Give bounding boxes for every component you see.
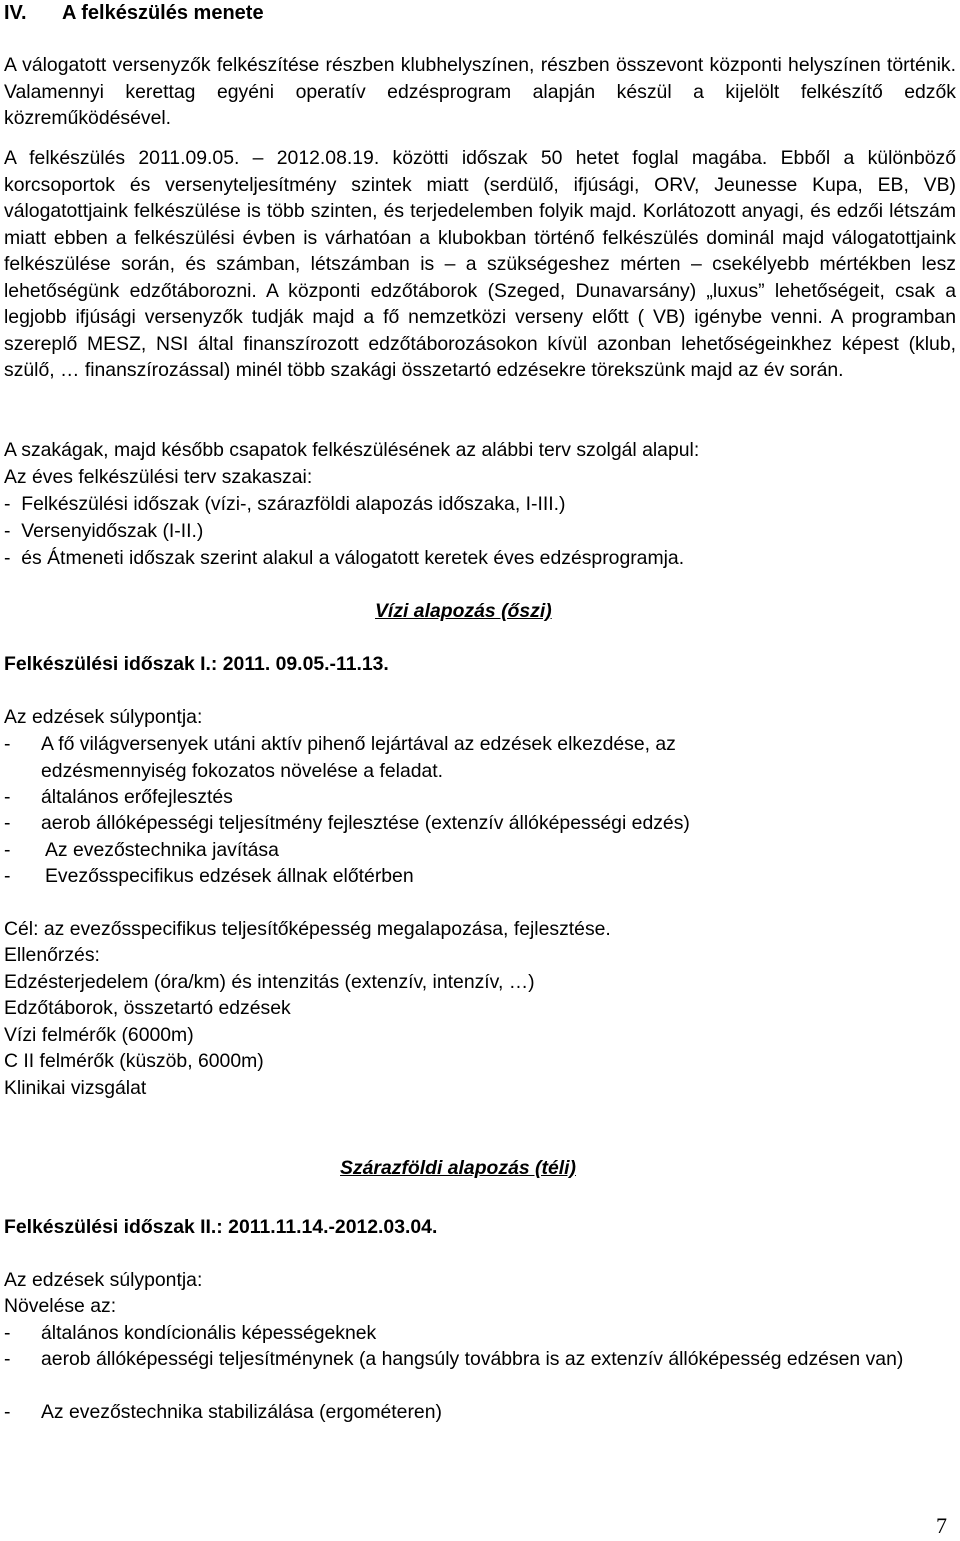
- section2-period: Felkészülési időszak II.: 2011.11.14.-2012.03.04.: [4, 1216, 438, 1238]
- section1-subtitle: Vízi alapozás (őszi): [375, 600, 552, 622]
- section1-item: - Evezősspecifikus edzések állnak előtérben: [4, 865, 414, 887]
- section2-item: - általános kondícionális képességeknek: [4, 1322, 377, 1344]
- check-item: Klinikai vizsgálat: [4, 1077, 147, 1099]
- section2-item: - Az evezőstechnika stabilizálása (ergométeren): [4, 1401, 442, 1423]
- intro-paragraph: A válogatott versenyzők felkészítése részben klubhelyszínen, részben összevont központi helyszínen történik. Valamennyi kerettag egyéni operatív edzésprogram alapján készül a kijelölt felkészítő edzők közreműködésével.: [4, 54, 956, 129]
- section2-item: - aerob állóképességi teljesítménynek (a hangsúly továbbra is az extenzív állóképesség edzésen van): [4, 1348, 904, 1370]
- section1-goal: Cél: az evezősspecifikus teljesítőképesség megalapozása, fejlesztése.: [4, 918, 611, 940]
- check-item: Edzésterjedelem (óra/km) és intenzitás (extenzív, intenzív, …): [4, 971, 535, 993]
- plan-intro: A szakágak, majd később csapatok felkészülésének az alábbi terv szolgál alapul:: [4, 439, 700, 461]
- dash: -: [4, 520, 11, 542]
- phase-item: - és Átmeneti időszak szerint alakul a válogatott keretek éves edzésprogramja.: [4, 547, 685, 569]
- section2-focus-label: Az edzések súlypontja:: [4, 1269, 203, 1291]
- section2-increase-label: Növelése az:: [4, 1295, 117, 1317]
- dash: -: [4, 493, 11, 515]
- check-item: C II felmérők (küszöb, 6000m): [4, 1050, 264, 1072]
- section1-period: Felkészülési időszak I.: 2011. 09.05.-11.13.: [4, 653, 389, 675]
- section1-item: - aerob állóképességi teljesítmény fejlesztése (extenzív állóképességi edzés): [4, 812, 690, 834]
- section-title: A felkészülés menete: [62, 2, 264, 24]
- section2-subtitle: Szárazföldi alapozás (téli): [340, 1157, 576, 1179]
- section1-item: - A fő világversenyek utáni aktív pihenő lejártával az edzések elkezdése, az edzésmennyiség fokozatos növelése a feladat.: [4, 733, 676, 782]
- section1-item: - Az evezőstechnika javítása: [4, 839, 279, 861]
- section1-check-label: Ellenőrzés:: [4, 944, 100, 966]
- section1-focus-label: Az edzések súlypontja:: [4, 706, 203, 728]
- page-number: 7: [936, 1513, 947, 1538]
- phase-item: - Felkészülési időszak (vízi-, szárazföldi alapozás időszaka, I-III.): [4, 493, 566, 515]
- section-heading: [4, 0, 264, 26]
- phases-label: Az éves felkészülési terv szakaszai:: [4, 466, 313, 488]
- section1-item: - általános erőfejlesztés: [4, 786, 233, 808]
- section-number: IV.: [4, 2, 27, 24]
- check-item: Edzőtáborok, összetartó edzések: [4, 997, 291, 1019]
- check-item: Vízi felmérők (6000m): [4, 1024, 194, 1046]
- dash: -: [4, 547, 11, 569]
- main-paragraph: A felkészülés 2011.09.05. – 2012.08.19. közötti időszak 50 hetet foglal magába. Ebből a különböző korcsoportok és versenyteljesítmény szintek miatt (serdülő, ifjúsági, ORV, Jeunesse Kupa, EB, VB) válogatottjaink felkészülése is több szinten, és terjedelemben folyik majd. Korlátozott anyagi, és edzői létszám miatt ebben a felkészülési évben is várhatóan a klubokban történő felkészülés dominál majd válogatottjaink felkészülése során, és számban, létszámban is – a szükségeshez mérten – csekélyebb mértékben lesz lehetőségünk edzőtáborozni. A központi edzőtáborok (Szeged, Dunavarsány) „luxus” lehetőségeit, csak a legjobb ifjúsági versenyzők tudják majd a fő nemzetközi verseny előtt ( VB) igénybe venni. A programban szereplő MESZ, NSI által finanszírozott edzőtáborozásokon kívül azonban lehetőségeinkhez képest (klub, szülő, … finanszírozással) minél több szakági összetartó edzésekre törekszünk majd az év során.: [4, 147, 956, 381]
- phase-item: - Versenyidőszak (I-II.): [4, 520, 204, 542]
